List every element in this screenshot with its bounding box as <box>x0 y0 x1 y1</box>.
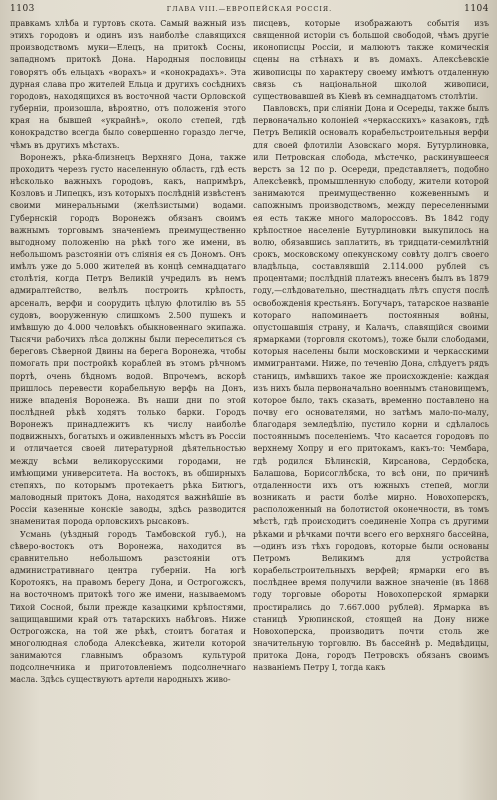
paragraph: писцевъ, которые изображаютъ событія изъ священной исторіи съ большой свободой, чѣмъ другіе иконописцы Россіи, и малюютъ также комическія сцены на стѣнахъ и въ домахъ. Алексѣевскіе живописцы по характеру своему имѣютъ отдаленную связь съ національной школой живописи, существовавшей въ Кіевѣ въ семнадцатомъ столѣтіи. <box>253 19 489 101</box>
text-columns <box>10 18 489 798</box>
left-column <box>10 18 246 798</box>
paragraph: правкамъ хлѣба и гуртовъ скота. Самый важный изъ этихъ городовъ и одинъ изъ наиболѣе славящихся производствомъ муки—Елецъ, на притокѣ Сосны, западномъ притокѣ Дона. Народныя пословицы говорятъ объ ельцахъ «ворахъ» и «конокрадахъ». Эта дурная слава про жителей Ельца и другихъ сосѣднихъ городовъ, находящихся въ восточной части Орловской губерніи, произошла, вѣроятно, отъ положенія этого края на бывшей «украйнѣ», около степей, гдѣ конокрадство всегда было совершенно гораздо легче, чѣмъ въ другихъ мѣстахъ. <box>10 19 246 150</box>
right-column <box>253 18 489 798</box>
page-header <box>10 4 489 18</box>
paragraph: Усмань (уѣздный городъ Тамбовской губ.), на сѣверо-востокъ отъ Воронежа, находится въ сравнительно небольшомъ разстояніи отъ административнаго центра губерніи. На югѣ Коротоякъ, на правомъ берегу Дона, и Острогожскъ, на восточномъ притокѣ того же имени, называемомъ Тихой Сосной, были прежде казацкими крѣпостями, защищавшими край отъ татарскихъ набѣговъ. Ниже Острогожска, на той же рѣкѣ, стоитъ богатая и многолюдная слобода Алексѣевка, жители которой занимаются главнымъ образомъ культурой подсолнечника и приготовленіемъ подсолнечнаго масла. Здѣсь существуютъ артели народныхъ живо- <box>10 529 246 685</box>
paragraph: Воронежъ, рѣка-близнецъ Верхняго Дона, также проходитъ черезъ густо населенную область, гдѣ есть нѣсколько важныхъ городовъ, какъ, напримѣръ, Козловъ и Липецкъ, изъ которыхъ послѣдній извѣстенъ своими минеральными (желѣзистыми) водами. Губернскій городъ Воронежъ обязанъ своимъ важнымъ торговымъ значеніемъ преимущественно выгодному положенію на рѣкѣ того же имени, въ небольшомъ разстояніи отъ сліянія ея съ Дономъ. Онъ имѣлъ уже до 5.000 жителей въ концѣ семнадцатаго столѣтія, когда Петръ Великій учредилъ въ немъ адмиралтейство, велѣлъ построить крѣпость, арсеналъ, верфи и соорудить цѣлую флотилію въ 55 судовъ, вооруженную слишкомъ 2.500 пушекъ и имѣвшую до 4.000 человѣкъ обыкновеннаго экипажа. Тысячи рабочихъ лѣса должны были переселиться съ береговъ Сѣверной Двины на берега Воронежа, чтобы помогать при постройкѣ кораблей въ этомъ рѣчномъ портѣ, очень бѣдномъ водой. Впрочемъ, вскорѣ пришлось перевести корабельную верфь на Донъ, ниже впаденія Воронежа. Въ наши дни по этой послѣдней рѣкѣ ходятъ только барки. Городъ Воронежъ принадлежитъ къ числу наиболѣе подвижныхъ, богатыхъ и оживленныхъ мѣстъ въ Россіи и отличается своей литературной дѣятельностью между всѣми великорусскими городами, не имѣющими университета. На востокъ, въ обширныхъ степяхъ, по которымъ протекаетъ рѣка Битюгъ, маловодный притокъ Дона, находятся важнѣйшіе въ Россіи казенные конскіе заводы, здѣсь разводится знаменитая порода орловскихъ рысаковъ. <box>10 152 246 527</box>
paragraph: Павловскъ, при сліяніи Дона и Осереды, также былъ первоначально колоніей «черкасскихъ» казаковъ, гдѣ Петръ Великій основалъ корабельстроительныя верфи для своей флотиліи Азовскаго моря. Бутурлиновка, или Петровская слобода, мѣстечко, раскинувшееся верстъ за 12 по р. Осереди, представляетъ, подобно Алексѣевкѣ, промышленную слободу, жители которой занимаются преимущественно кожевеннымъ и сапожнымъ производствомъ, между переселенными ея есть также много малороссовъ. Въ 1842 году крѣпостное населеніе Бутурлиновки выкупилось на волю, обязавшись заплатить, въ тридцати-семилѣтній срокъ, московскому опекунскому совѣту долгъ своего владѣльца, составлявшій 2.114.000 рублей съ процентами; послѣдній платежъ внесенъ былъ въ 1879 году,—слѣдовательно, шестнадцать лѣтъ спустя послѣ освобожденія крестьянъ. Богучаръ, татарское названіе котораго напоминаетъ постоянныя войны, опустошавшія страну, и Калачъ, славящійся своими ярмарками (торговля скотомъ), тоже были слободами, которыя населены были московскими и черкасскими иммигрантами. Ниже, по теченію Дона, слѣдуетъ рядъ станицъ, имѣвшихъ такое же происхожденіе: каждая изъ нихъ была первоначально военнымъ становищемъ, которое было, такъ сказать, временно поставлено на почву его основателями, но затѣмъ мало-по-малу, благодаря земледѣлію, пустило корни и сдѣлалось постояннымъ поселеніемъ. Что касается городовъ по верхнему Хопру и его притокамъ, какъ-то: Чембара, гдѣ родился Бѣлинскій, Кирсанова, Сердобска, Балашова, Борисоглѣбска, то всѣ они, по причинѣ отдаленности ихъ отъ южныхъ степей, могли возникать и расти болѣе мирно. Новохоперскъ, расположенный на болотистой оконечности, въ томъ мѣстѣ, гдѣ происходитъ соединеніе Хопра съ другими рѣками и рѣчками почти всего его верхняго бассейна,—одинъ изъ тѣхъ городовъ, которые были основаны Петромъ Великимъ для устройства корабельстроительныхъ верфей; ярмарки его въ послѣднее время получили важное значеніе (въ 1868 году торговые обороты Новохоперской ярмарки простирались до 7.667.000 рублей). Ярмарка въ станицѣ Урюпинской, стоящей на Дону ниже Новохоперска, производитъ почти столь же значительную торговлю. Въ бассейнѣ р. Медвѣдицы, притока Дона, городъ Петровскъ обязанъ своимъ названіемъ Петру I, тогда какъ <box>253 104 489 673</box>
page-number-left: 1103 <box>10 4 35 14</box>
running-title: ГЛАВА VIII.—ЕВРОПЕЙСКАЯ РОССІЯ. <box>166 5 333 13</box>
page-number-right: 1104 <box>464 4 489 14</box>
